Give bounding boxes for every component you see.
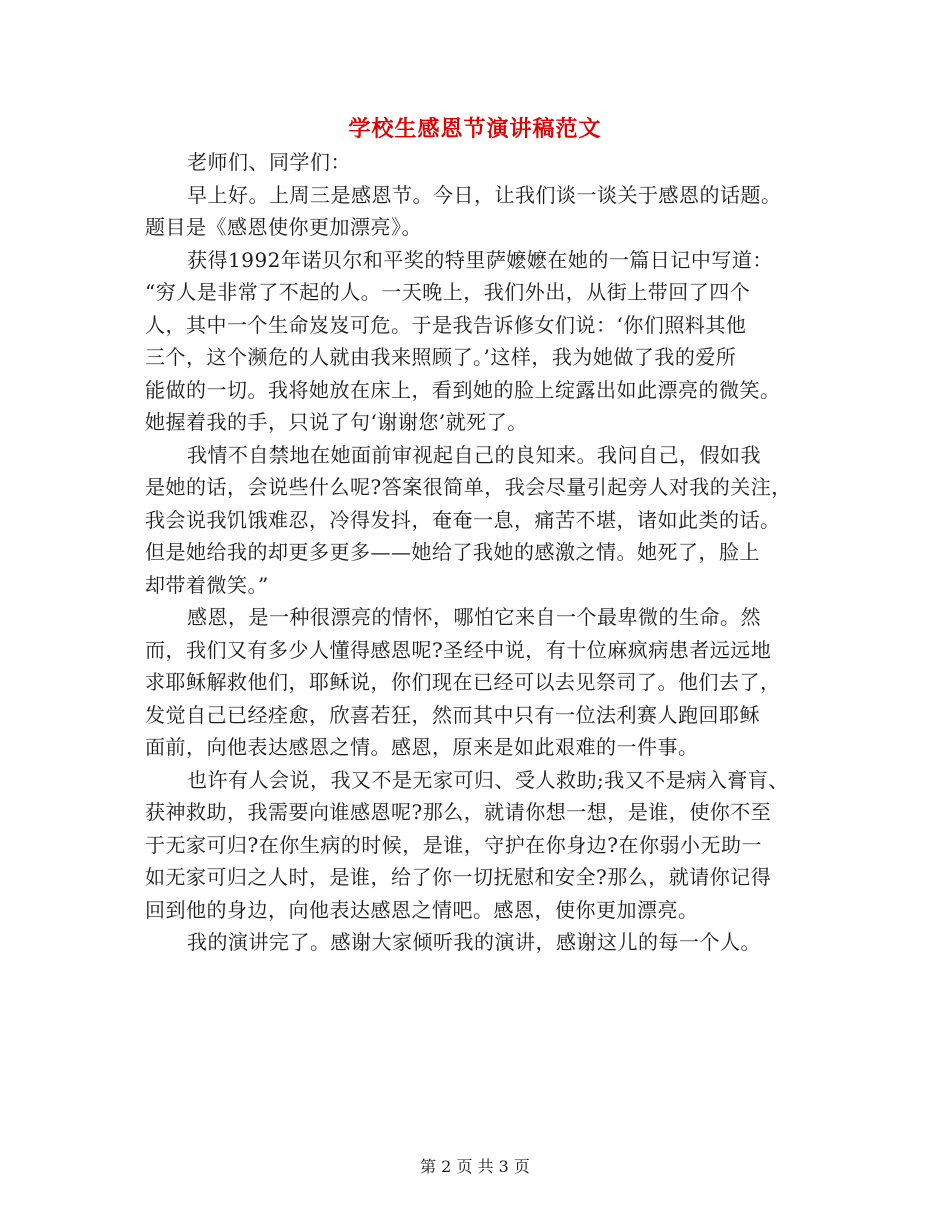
text-line: “穷人是非常了不起的人。一天晚上，我们外出，从街上带回了四个 [145, 280, 751, 304]
text-line: 她握着我的手，只说了句‘谢谢您’就死了。 [145, 410, 528, 434]
text-line: 于无家可归?在你生病的时候，是谁，守护在你身边?在你弱小无助一 [145, 832, 762, 857]
document-title: 学校生感恩节演讲稿范文 [348, 116, 602, 142]
text-line: 而，我们又有多少人懂得感恩呢?圣经中说，有十位麻疯病患者远远地 [145, 637, 772, 662]
text-line: 获神救助，我需要向谁感恩呢?那么，就请你想一想，是谁，使你不至 [145, 800, 772, 824]
text-line: 如无家可归之人时，是谁，给了你一切抚慰和安全?那么，就请你记得 [145, 865, 772, 889]
text-line: 早上好。上周三是感恩节。今日，让我们谈一谈关于感恩的话题。 [187, 182, 782, 207]
text-line: 能做的一切。我将她放在床上，看到她的脸上绽露出如此漂亮的微笑。 [145, 377, 781, 402]
text-line: 是她的话，会说些什么呢?答案很简单，我会尽量引起旁人对我的关注， [145, 475, 792, 499]
text-line: 但是她给我的却更多更多——她给了我她的感激之情。她死了，脸上 [145, 540, 760, 564]
text-line: 三个，这个濒危的人就由我来照顾了。’这样，我为她做了我的爱所 [145, 345, 737, 369]
text-line: 题目是《感恩使你更加漂亮》。 [145, 215, 422, 239]
text-line: 也许有人会说，我又不是无家可归、受人救助;我又不是病入膏肓、 [187, 767, 789, 792]
text-line: 回到他的身边，向他表达感恩之情吧。感恩，使你更加漂亮。 [145, 897, 699, 922]
text-line: 获得1992年诺贝尔和平奖的特里萨嬷嬷在她的一篇日记中写道： [187, 247, 773, 272]
text-line: 老师们、同学们： [187, 150, 351, 174]
text-line: 我会说我饥饿难忍，冷得发抖，奄奄一息，痛苦不堪，诸如此类的话。 [145, 507, 781, 532]
text-line: 人，其中一个生命岌岌可危。于是我告诉修女们说：‘你们照料其他 [145, 312, 747, 337]
text-line: 感恩，是一种很漂亮的情怀，哪怕它来自一个最卑微的生命。然 [187, 605, 761, 629]
text-line: 我情不自禁地在她面前审视起自己的良知来。我问自己，假如我 [187, 442, 761, 467]
document-body [145, 146, 810, 959]
text-line: 发觉自己已经痊愈，欣喜若狂，然而其中只有一位法利赛人跑回耶稣 [145, 702, 760, 727]
text-line: 我的演讲完了。感谢大家倾听我的演讲，感谢这儿的每一个人。 [187, 930, 761, 954]
page-number-footer: 第 2 页 共 3 页 [420, 1157, 530, 1176]
text-line: 面前，向他表达感恩之情。感恩，原来是如此艰难的一件事。 [145, 735, 699, 759]
text-line: 却带着微笑。” [145, 572, 269, 597]
text-line: 求耶稣解救他们，耶稣说，你们现在已经可以去见祭司了。他们去了， [145, 670, 781, 694]
